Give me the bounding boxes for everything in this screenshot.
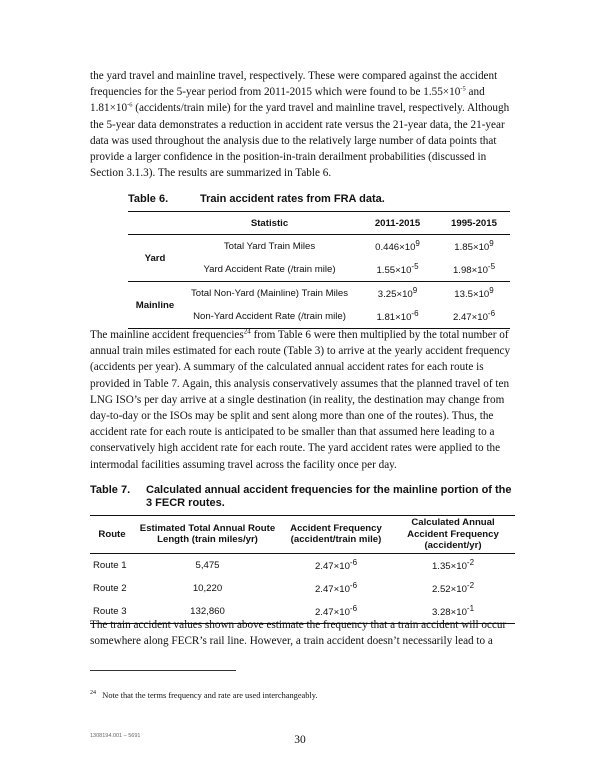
frequency-cell: $2.47\times 10^{-6}$ bbox=[281, 600, 391, 624]
table-row bbox=[90, 553, 515, 577]
table-row bbox=[90, 577, 515, 600]
page-number: 30 bbox=[294, 734, 306, 746]
stat-cell: Yard Accident Rate (/train mile) bbox=[182, 258, 357, 282]
table-6-caption bbox=[128, 193, 385, 205]
length-cell: 10,220 bbox=[192, 582, 223, 594]
length-cell: 132,860 bbox=[134, 600, 281, 624]
stat-cell: Total Non-Yard (Mainline) Train Miles bbox=[190, 288, 349, 299]
value-cell: $0.446\times 10^9$ bbox=[375, 239, 420, 254]
length-cell: 5,475 bbox=[195, 559, 220, 571]
frequency-cell: $2.47\times 10^{-6}$ bbox=[314, 580, 358, 596]
table-6-header-blank bbox=[128, 212, 182, 235]
footnote-text: Note that the terms frequency and rate are used interchangeably. bbox=[102, 690, 318, 700]
table-7-header-row bbox=[90, 516, 515, 554]
table-6-header-statistic: Statistic bbox=[182, 212, 357, 235]
route-cell: Route 2 bbox=[93, 582, 127, 594]
value-cell: $13.5\times 10^9$ bbox=[454, 286, 494, 301]
footnote-separator bbox=[90, 670, 236, 671]
stat-cell: Total Yard Train Miles bbox=[223, 241, 316, 252]
value-cell: $1.85\times 10^9$ bbox=[454, 239, 494, 254]
table-6-header-row bbox=[128, 212, 510, 235]
body-paragraph-1: the yard travel and mainline travel, respectively. These were compared against the accident frequencies for the 5-year period from 2011-2015 which were found to be $1.55\times 10^{-5}$ and $1.81\times 10^{-6}$ (accidents/train mile) for the yard travel and mainline travel, respectively. Although the 5-year data demonstrates a reduction in accident rate versus the 21-year data, the 21-year data was used throughout the analysis due to the relatively large number of data points that provide a larger confidence in the position-in-train derailment probabilities (discussed in Section 3.1.3). The results are summarized in Table 6. bbox=[90, 70, 510, 180]
footnote bbox=[90, 690, 318, 700]
body-paragraph-2: The mainline accident frequencies$^{24}$ from Table 6 were then multiplied by the total number of annual train miles estimated for each route (Table 3) to arrive at the yearly accident frequency (accidents per year). A summary of the calculated annual accident rates for each route is provided in Table 7. Again, this analysis conservatively assumes that the planned travel of ten LNG ISO’s per day arrive at a single destination (in reality, the destination may change from day-to-day or the ISOs may be split and sent along more than one of the routes). Thus, the accident rate for each route is anticipated to be smaller than that assumed here leading to a conservatively high accident rate for each route. The yard accident rates were applied to the intermodal facilities assuming travel across the facility once per day. bbox=[90, 327, 511, 471]
table-row bbox=[128, 235, 510, 259]
value-cell: $1.81\times 10^{-6}$ bbox=[357, 305, 438, 329]
annual-cell: $2.52\times 10^{-2}$ bbox=[431, 580, 475, 596]
group-label-yard: Yard bbox=[128, 235, 182, 282]
frequency-cell: $2.47\times 10^{-6}$ bbox=[314, 557, 358, 573]
body-paragraph-3: The train accident values shown above estimate the frequency that a train accident will occur somewhere along FECR’s rail line. However, a train accident doesn’t necessarily lead to a bbox=[90, 619, 507, 648]
table-6-header-2011-2015: 2011-2015 bbox=[357, 212, 438, 235]
table-7 bbox=[90, 515, 515, 624]
table-7-caption bbox=[90, 484, 520, 509]
value-cell: $2.47\times 10^{-6}$ bbox=[438, 305, 510, 329]
table-7-header-length: Estimated Total Annual Route Length (train miles/yr) bbox=[134, 516, 281, 554]
footnote-reference: 24 bbox=[243, 327, 251, 336]
footnote-number: 24 bbox=[90, 690, 96, 696]
table-row bbox=[128, 305, 510, 329]
table-row bbox=[128, 258, 510, 282]
annual-cell: $1.35\times 10^{-2}$ bbox=[431, 557, 475, 573]
route-cell: Route 1 bbox=[93, 559, 127, 571]
table-7-number: Table 7. bbox=[90, 484, 131, 496]
table-6-title: Train accident rates from FRA data. bbox=[200, 193, 385, 205]
annual-cell: $3.28\times 10^{-1}$ bbox=[391, 600, 515, 624]
table-6 bbox=[128, 211, 510, 329]
value-cell: $3.25\times 10^9$ bbox=[377, 286, 418, 301]
table-7-header-route: Route bbox=[90, 516, 134, 554]
table-6-number: Table 6. bbox=[128, 193, 169, 205]
group-label-mainline: Mainline bbox=[128, 282, 182, 329]
table-7-header-frequency: Accident Frequency (accident/train mile) bbox=[281, 516, 391, 554]
stat-cell: Non-Yard Accident Rate (/train mile) bbox=[182, 305, 357, 329]
document-id: 1308194.001 – 5691 bbox=[90, 733, 141, 739]
value-cell: $1.55\times 10^{-5}$ bbox=[357, 258, 438, 282]
table-7-header-annual: Calculated Annual Accident Frequency (accident/yr) bbox=[391, 516, 515, 554]
route-cell: Route 3 bbox=[90, 600, 134, 624]
table-6-header-1995-2015: 1995-2015 bbox=[438, 212, 510, 235]
table-row bbox=[128, 282, 510, 306]
table-7-title: Calculated annual accident frequencies for the mainline portion of the 3 FECR routes. bbox=[146, 484, 512, 509]
value-cell: $1.98\times 10^{-5}$ bbox=[438, 258, 510, 282]
